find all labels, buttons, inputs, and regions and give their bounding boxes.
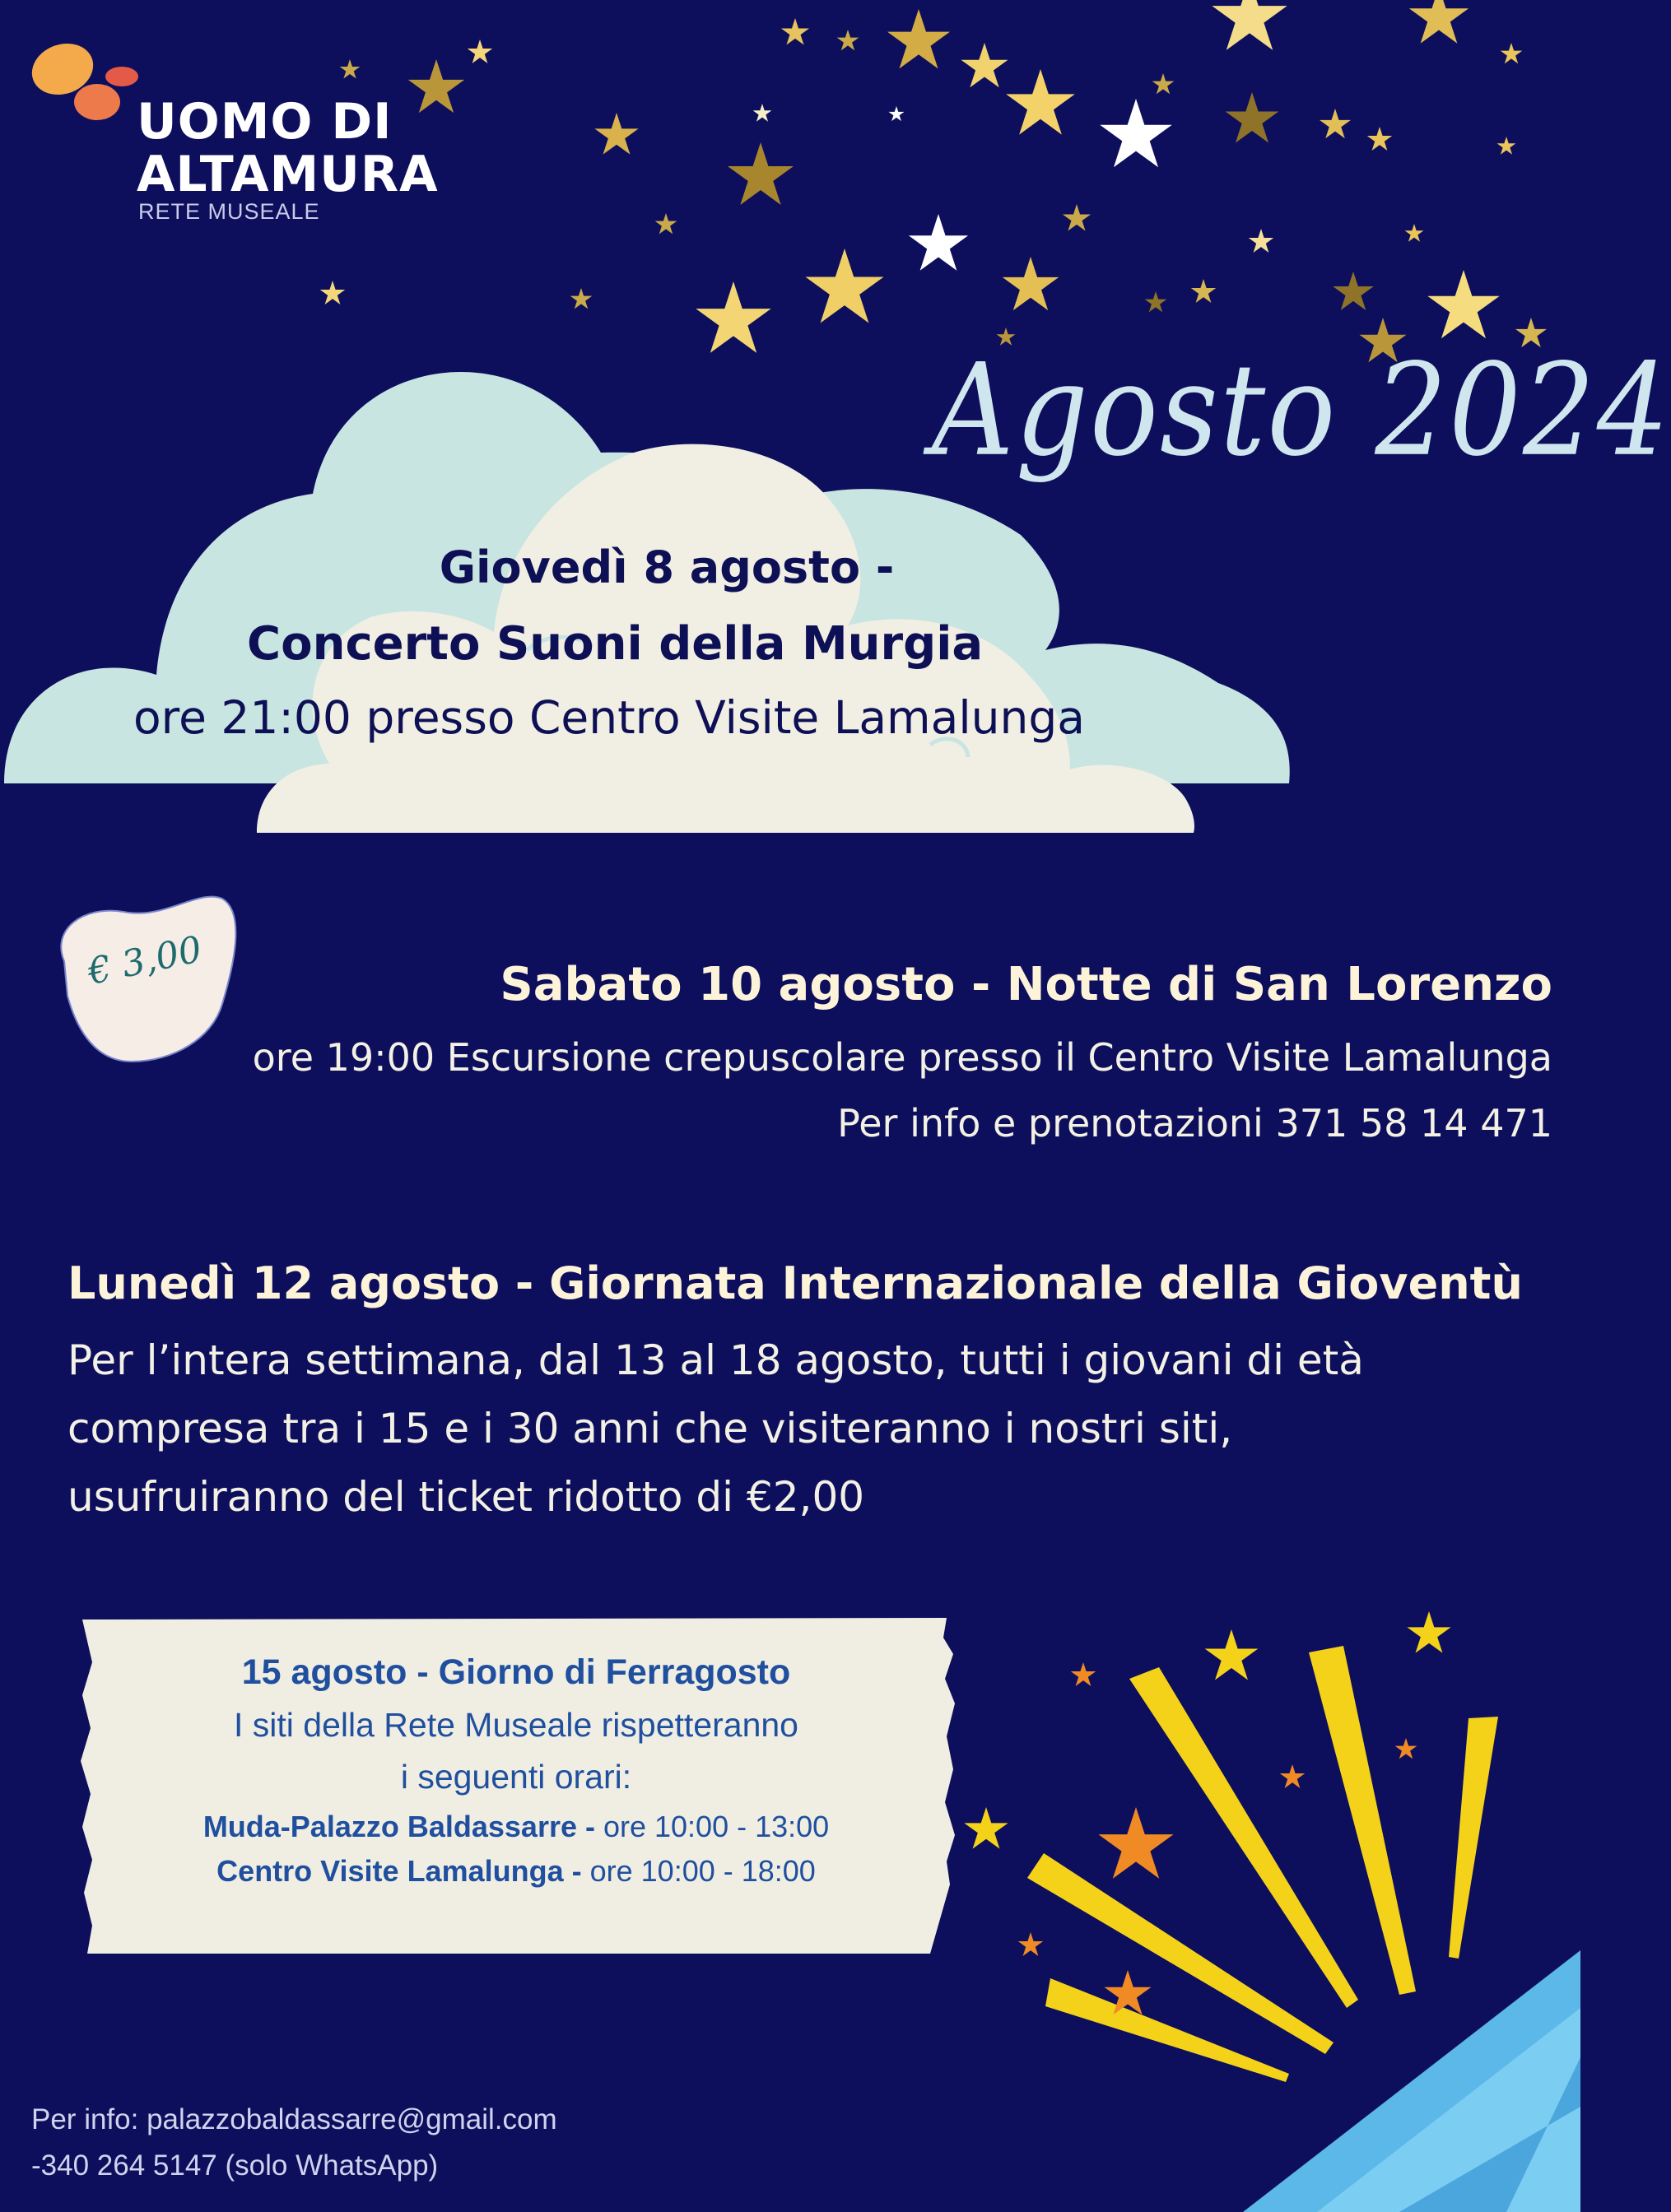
event3-title: Lunedì 12 agosto - Giornata Internazionale della Gioventù	[67, 1257, 1523, 1309]
star-icon	[1003, 257, 1059, 310]
star-icon	[837, 30, 859, 50]
logo-blob-icon	[25, 35, 138, 120]
footer-email: Per info: palazzobaldassarre@gmail.com	[31, 2103, 557, 2135]
event3-line3: usufruiranno del ticket ridotto di €2,00	[67, 1473, 865, 1521]
star-icon	[1333, 272, 1373, 310]
star-field	[320, 0, 1547, 362]
event2-title: Sabato 10 agosto - Notte di San Lorenzo	[500, 958, 1552, 1011]
star-icon	[655, 213, 677, 234]
star-icon	[1249, 229, 1273, 253]
star-icon	[1427, 270, 1499, 338]
price-label: € 3,00	[84, 928, 206, 993]
logo-title-line1: UOMO DI	[137, 93, 393, 151]
star-icon	[1006, 69, 1075, 135]
star-icon	[1409, 0, 1469, 44]
star-icon	[728, 142, 794, 205]
footer-phone: -340 264 5147 (solo WhatsApp)	[31, 2149, 439, 2182]
star-icon	[805, 249, 883, 323]
star-icon	[1405, 224, 1424, 242]
star-icon	[1367, 127, 1392, 151]
star-icon	[594, 113, 638, 155]
site1-name: Muda-Palazzo Baldassarre -	[202, 1810, 595, 1843]
ferragosto-line1: I siti della Rete Museale rispetteranno	[234, 1706, 798, 1744]
event2-details: ore 19:00 Escursione crepuscolare presso il Centro Visite Lamalunga	[252, 1035, 1552, 1080]
star-icon	[1152, 73, 1175, 94]
star-icon	[753, 104, 772, 122]
logo-title-line2: ALTAMURA	[137, 146, 439, 203]
star-icon	[1226, 92, 1279, 143]
star-icon	[1320, 109, 1351, 138]
event3-line2: compresa tra i 15 e i 30 anni che visiteranno i nostri siti,	[67, 1405, 1233, 1452]
ferragosto-site1	[82, 1810, 950, 1844]
logo-subtitle: RETE MUSEALE	[138, 199, 320, 224]
confetti-cone-icon	[964, 1611, 1580, 2212]
star-icon	[1191, 279, 1216, 303]
star-icon	[1100, 99, 1171, 167]
event1-title: Giovedì 8 agosto -	[439, 541, 895, 593]
star-icon	[781, 18, 809, 45]
star-icon	[468, 40, 492, 63]
star-icon	[408, 59, 464, 113]
star-icon	[696, 281, 770, 353]
star-icon	[1145, 291, 1167, 312]
event3-line1: Per l’intera settimana, dal 13 al 18 agosto, tutti i giovani di età	[67, 1336, 1364, 1384]
star-icon	[1501, 43, 1523, 63]
event1-details: ore 21:00 presso Centro Visite Lamalunga	[133, 691, 1085, 744]
star-icon	[1497, 137, 1516, 155]
event1-subtitle: Concerto Suoni della Murgia	[247, 617, 984, 671]
star-icon	[887, 9, 950, 68]
star-icon	[1212, 0, 1287, 50]
site1-hours: ore 10:00 - 13:00	[594, 1810, 830, 1843]
star-icon	[888, 106, 904, 121]
star-icon	[909, 214, 968, 271]
star-icon	[320, 281, 345, 304]
ferragosto-note	[82, 1618, 950, 1889]
star-icon	[340, 59, 361, 79]
event2-info: Per info e prenotazioni 371 58 14 471	[837, 1101, 1552, 1146]
ferragosto-line2: i seguenti orari:	[400, 1758, 632, 1796]
month-title: Agosto 2024	[932, 336, 1671, 485]
star-icon	[570, 288, 593, 309]
star-icon	[1063, 204, 1091, 231]
site2-name: Centro Visite Lamalunga -	[216, 1854, 582, 1888]
site2-hours: ore 10:00 - 18:00	[581, 1854, 816, 1888]
ferragosto-site2	[82, 1854, 950, 1889]
star-icon	[961, 43, 1008, 87]
ferragosto-title: 15 agosto - Giorno di Ferragosto	[241, 1652, 791, 1692]
